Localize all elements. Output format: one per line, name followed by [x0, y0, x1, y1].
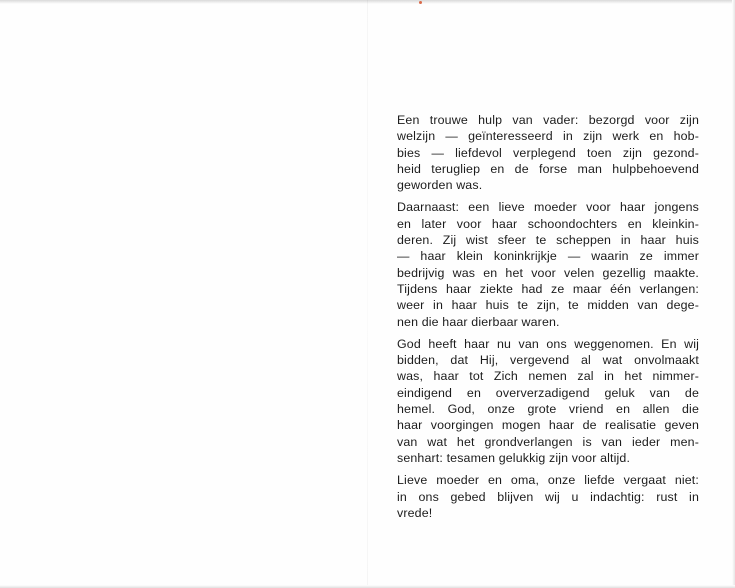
text-line: heid terugliep en de forse man hulpbehoevend: [397, 161, 699, 176]
text-line: hemel. God, onze grote vriend en allen die: [397, 402, 699, 417]
paragraph-helper-of-father: [397, 112, 699, 193]
text-line: God heeft haar nu van ons weggenomen. En wij: [397, 336, 699, 351]
text-line: bidden, dat Hij, vergevend al wat onvolmaakt: [397, 353, 699, 368]
text-line: bedrijvig was en het voor velen gezellig maakte.: [397, 265, 699, 280]
text-line: geworden was.: [397, 178, 483, 193]
text-line: haar voorgingen mogen haar de realisatie geven: [397, 418, 699, 433]
text-line: Lieve moeder en oma, onze liefde vergaat niet:: [397, 473, 699, 488]
text-line: van wat het grondverlangen is van ieder men-: [397, 434, 699, 449]
text-line: bies — liefdevol verplegend toen zijn gezond-: [397, 145, 699, 160]
card-fold-line: [367, 0, 368, 588]
text-line: Een trouwe hulp van vader: bezorgd voor zijn: [397, 113, 699, 127]
text-line: Tijdens haar ziekte had ze maar één verlangen:: [397, 281, 699, 296]
text-line: deren. Zij wist sfeer te scheppen in haar huis: [397, 233, 699, 248]
text-line: senhart: tesamen gelukkig zijn voor altijd.: [397, 450, 631, 465]
paragraph-loving-mother: [397, 199, 699, 329]
text-line: vrede!: [397, 505, 433, 520]
text-line: welzijn — geïnteresseerd in zijn werk en hob-: [397, 129, 699, 144]
text-line: eindigend en oververzadigend geluk van de: [397, 385, 699, 400]
text-line: Daarnaast: een lieve moeder voor haar jongens: [397, 200, 699, 215]
memorial-text: [397, 112, 699, 527]
text-line: nen die haar dierbaar waren.: [397, 314, 560, 329]
text-line: en later voor haar schoondochters en kleinkin-: [397, 216, 699, 231]
print-mark: [419, 1, 422, 4]
text-line: — haar klein koninkrijkje — waarin ze immer: [397, 249, 699, 264]
text-line: weer in haar huis te zijn, te midden van dege-: [397, 298, 699, 313]
text-line: was, haar tot Zich nemen zal in het nimmer-: [397, 369, 699, 384]
paragraph-farewell: [397, 472, 699, 521]
text-line: in ons gebed blijven wij u indachtig: rust in: [397, 489, 699, 504]
paragraph-prayer: [397, 336, 699, 466]
